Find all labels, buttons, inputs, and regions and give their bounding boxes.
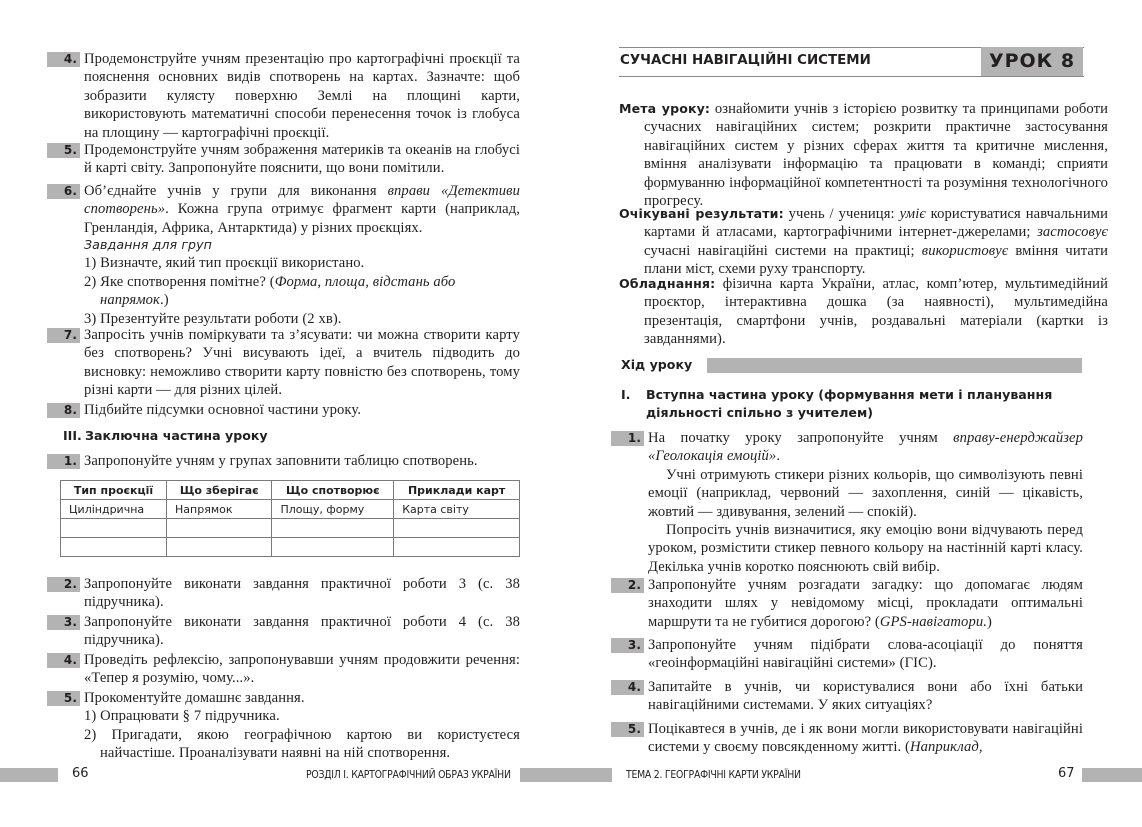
results-label: Очікувані результати:: [619, 206, 784, 221]
group-task: [47, 236, 520, 328]
group-task-step: 1) Визначте, який тип проєкції використано.: [84, 255, 365, 272]
table-cell: [394, 519, 520, 538]
list-item: [47, 613, 520, 650]
equipment-label: Обладнання:: [619, 276, 716, 291]
homework-item: 1) Опрацювати § 7 підручника.: [84, 708, 280, 725]
item-number-badge: 5.: [47, 691, 80, 706]
list-item: [47, 182, 520, 237]
goal-label: Мета уроку:: [619, 101, 711, 116]
section-title: Заключна частина уроку: [85, 428, 268, 443]
list-item: [47, 651, 520, 688]
table-row: [61, 519, 520, 538]
table-cell: [272, 519, 394, 538]
item-text: Запропонуйте виконати завдання практичної роботи 4 (с. 38 підручника).: [84, 614, 520, 649]
text-run: учень / учениця:: [783, 206, 900, 222]
section-number: I.: [621, 387, 631, 402]
text-run: Поцікавтеся в учнів, де і як вони могли використовувати навігаційні системи у своєму повсякденному житті. (: [648, 721, 1083, 756]
expected-results: [619, 205, 1108, 279]
equipment-text: фізична карта України, атлас, комп’ютер, мультимедійний проєктор, інтерактивна дошка (за наявності), мультимедійна презентація, смартфони учнів, роздавальні матеріали (картки із завданнями).: [644, 276, 1108, 348]
item-number-badge: 5.: [611, 722, 644, 737]
text-run: . Кожна група отримує фрагмент карти (наприклад, Гренландія, Африка, Антарктида) у різних проєкціях.: [84, 201, 520, 236]
lesson-number-badge: УРОК 8: [981, 47, 1083, 76]
item-number-badge: 4.: [47, 653, 80, 668]
item-text: Продемонструйте учням презентацію про картографічні проєкції та пояснення основних видів спотворень на картах. Зазначте: щоб зобразити кулясту поверхню Землі на площині карти, використовують математичні способи перенесення точок із глобуса на площину — картографічні проєкції.: [84, 51, 520, 141]
table-header-row: [61, 481, 520, 500]
table-cell: [167, 519, 272, 538]
italic-text-run: використовує: [921, 242, 1009, 259]
homework-item: 2) Пригадати, якою географічною картою ви користуєтеся найчастіше. Проаналізувати наявні на ній спотворення.: [84, 726, 520, 762]
homework-list: [84, 707, 520, 762]
page-number: 66: [72, 766, 89, 781]
footer-bar: [520, 768, 571, 782]
table-cell: Площу, форму: [272, 500, 394, 519]
item-number-badge: 1.: [611, 431, 644, 446]
list-item: [47, 575, 520, 612]
item-number-badge: 1.: [47, 454, 80, 469]
text-run: ): [987, 613, 992, 630]
list-item: [47, 401, 520, 419]
item-text: Проведіть рефлексію, запропонувавши учням продовжити речення: «Тепер я розумію, чому...».: [84, 652, 520, 687]
item-number-badge: 4.: [611, 680, 644, 695]
footer-bar: [0, 768, 58, 782]
table-cell: Циліндрична: [61, 500, 167, 519]
item-text: [648, 720, 1083, 757]
text-run: .: [776, 448, 781, 465]
course-heading: Хід уроку: [621, 357, 693, 372]
text-run: Запропонуйте учням розгадати загадку: що допомагає людям знаходити шлях у невідомому місці, прокладати оптимальні маршрути та не губитися дорогою? (: [648, 577, 1083, 630]
text-run: 2) Яке спотворення помітне? (: [84, 273, 275, 290]
list-item: [47, 141, 520, 178]
table-cell: [61, 519, 167, 538]
table-header-cell: Що зберігає: [167, 481, 272, 500]
right-page: [571, 0, 1142, 827]
text-run: На початку уроку запропонуйте учням: [648, 430, 954, 446]
section-number: III.: [63, 428, 82, 443]
table-row: [61, 500, 520, 519]
list-item: [47, 326, 520, 400]
item-text: [648, 429, 1083, 466]
text-run: сучасні навігаційні системи на практиці;: [644, 242, 922, 259]
item-number-badge: 4.: [47, 52, 80, 67]
text-run: Об’єднайте учнів у групи для виконання: [84, 183, 388, 199]
italic-text-run: вправу-енерджайзер «Геолокація емоцій»: [648, 430, 1083, 465]
table-cell: [272, 538, 394, 557]
list-item: [611, 576, 1083, 631]
table-header-cell: Тип проєкції: [61, 481, 167, 500]
item-number-badge: 6.: [47, 184, 80, 199]
distortion-table: [60, 480, 520, 557]
group-task-step: [84, 273, 520, 310]
item-text: Продемонструйте учням зображення материків та океанів на глобусі й карті світу. Запропонуйте пояснити, що вони помітили.: [84, 142, 520, 177]
table-cell: [167, 538, 272, 557]
equipment: [619, 275, 1108, 349]
italic-text-run: вправи «Детективи спотворень»: [84, 183, 520, 218]
footer-bar: [1082, 768, 1142, 782]
item-paragraph: Учні отримують стикери різних кольорів, що символізують певні емоції (наприклад, червоний — захоплення, синій — цікавість, жовтий — здивування, зелений — спокій).: [648, 466, 1083, 520]
text-run: вміння читати плани міст, схеми руху транспорту.: [644, 242, 1109, 278]
section-heading: [621, 386, 1108, 422]
running-footer: РОЗДІЛ І. КАРТОГРАФІЧНИЙ ОБРАЗ УКРАЇНИ: [306, 768, 511, 781]
section-heading: [63, 427, 268, 445]
group-task-title: Завдання для груп: [84, 237, 213, 252]
item-paragraph: Попросіть учнів визначитися, яку емоцію вони відчувають перед уроком, розмістити стикер певного кольору на настінній карті класу. Декілька учнів коротко пояснюють свій вибір.: [648, 522, 1083, 575]
list-item: [611, 636, 1083, 673]
table-header-cell: Що спотворює: [272, 481, 394, 500]
italic-text-run: Наприклад,: [909, 739, 983, 756]
item-text: [648, 576, 1083, 631]
group-task-step: 3) Презентуйте результати роботи (2 хв).: [84, 310, 342, 327]
footer-bar: [571, 768, 612, 782]
list-item: [47, 689, 520, 763]
item-number-badge: 2.: [47, 577, 80, 592]
item-text: Запропонуйте виконати завдання практичної роботи 3 (с. 38 підручника).: [84, 576, 520, 611]
table-cell: [61, 538, 167, 557]
italic-text-run: застосовує: [1037, 224, 1108, 241]
item-text: Підбийте підсумки основної частини уроку.: [84, 402, 362, 418]
list-item: [611, 720, 1083, 757]
item-number-badge: 5.: [47, 143, 80, 158]
item-number-badge: 8.: [47, 403, 80, 418]
text-run: .): [159, 292, 169, 309]
item-text: [84, 182, 520, 237]
section-title: Вступна частина уроку (формування мети і планування діяльності спільно з учителем): [646, 387, 1053, 420]
item-text: Запросіть учнів поміркувати та з’ясувати: чи можна створити карту без спотворень? Учні висувають ідеї, а вчитель підводить до висновку: неможливо створити карту повністю без спотворень, тому різні карти — для різних цілей.: [84, 327, 520, 399]
lesson-title: СУЧАСНІ НАВІГАЦІЙНІ СИСТЕМИ: [620, 53, 871, 68]
text-run: користуватися навчальними картами й атласами, картографічними інтернет-джерелами;: [644, 206, 1108, 241]
goal-text: ознайомити учнів з історією розвитку та принципами роботи сучасних навігаційних систем; розкрити практичне застосування навігаційних систем у різних сферах життя та критичне мислення, вміння аналізувати інформацію та працювати в команді; сприяти формуванню інформаційної компетентності та розуміння технологічного прогресу.: [644, 101, 1108, 210]
table-cell: Карта світу: [394, 500, 520, 519]
item-number-badge: 3.: [611, 638, 644, 653]
italic-text-run: GPS-навігатори.: [879, 613, 987, 630]
lesson-goal: [619, 100, 1108, 210]
list-item: [47, 50, 520, 142]
table-header-cell: Приклади карт: [394, 481, 520, 500]
running-footer: ТЕМА 2. ГЕОГРАФІЧНІ КАРТИ УКРАЇНИ: [626, 768, 801, 781]
table-row: [61, 538, 520, 557]
item-number-badge: 2.: [611, 578, 644, 593]
item-text: Запропонуйте учням у групах заповнити таблицю спотворень.: [84, 453, 478, 469]
item-number-badge: 3.: [47, 615, 80, 630]
table-cell: Напрямок: [167, 500, 272, 519]
item-number-badge: 7.: [47, 328, 80, 343]
item-text: Прокоментуйте домашнє завдання.: [84, 690, 305, 706]
course-heading-bar: [707, 358, 1082, 373]
page-number: 67: [1058, 766, 1075, 781]
list-item: [47, 452, 520, 470]
italic-text-run: Форма, площа, відстань або напрямок: [100, 273, 456, 309]
italic-text-run: уміє: [899, 206, 926, 222]
table-cell: [394, 538, 520, 557]
list-item: [611, 429, 1083, 576]
item-text: Запитайте в учнів, чи користувалися вони або їхні батьки навігаційними системами. У яких ситуаціях?: [648, 679, 1083, 714]
item-text: Запропонуйте учням підібрати слова-асоціації до поняття «геоінформаційні навігаційні системи» (ГІС).: [648, 637, 1083, 672]
list-item: [611, 678, 1083, 715]
